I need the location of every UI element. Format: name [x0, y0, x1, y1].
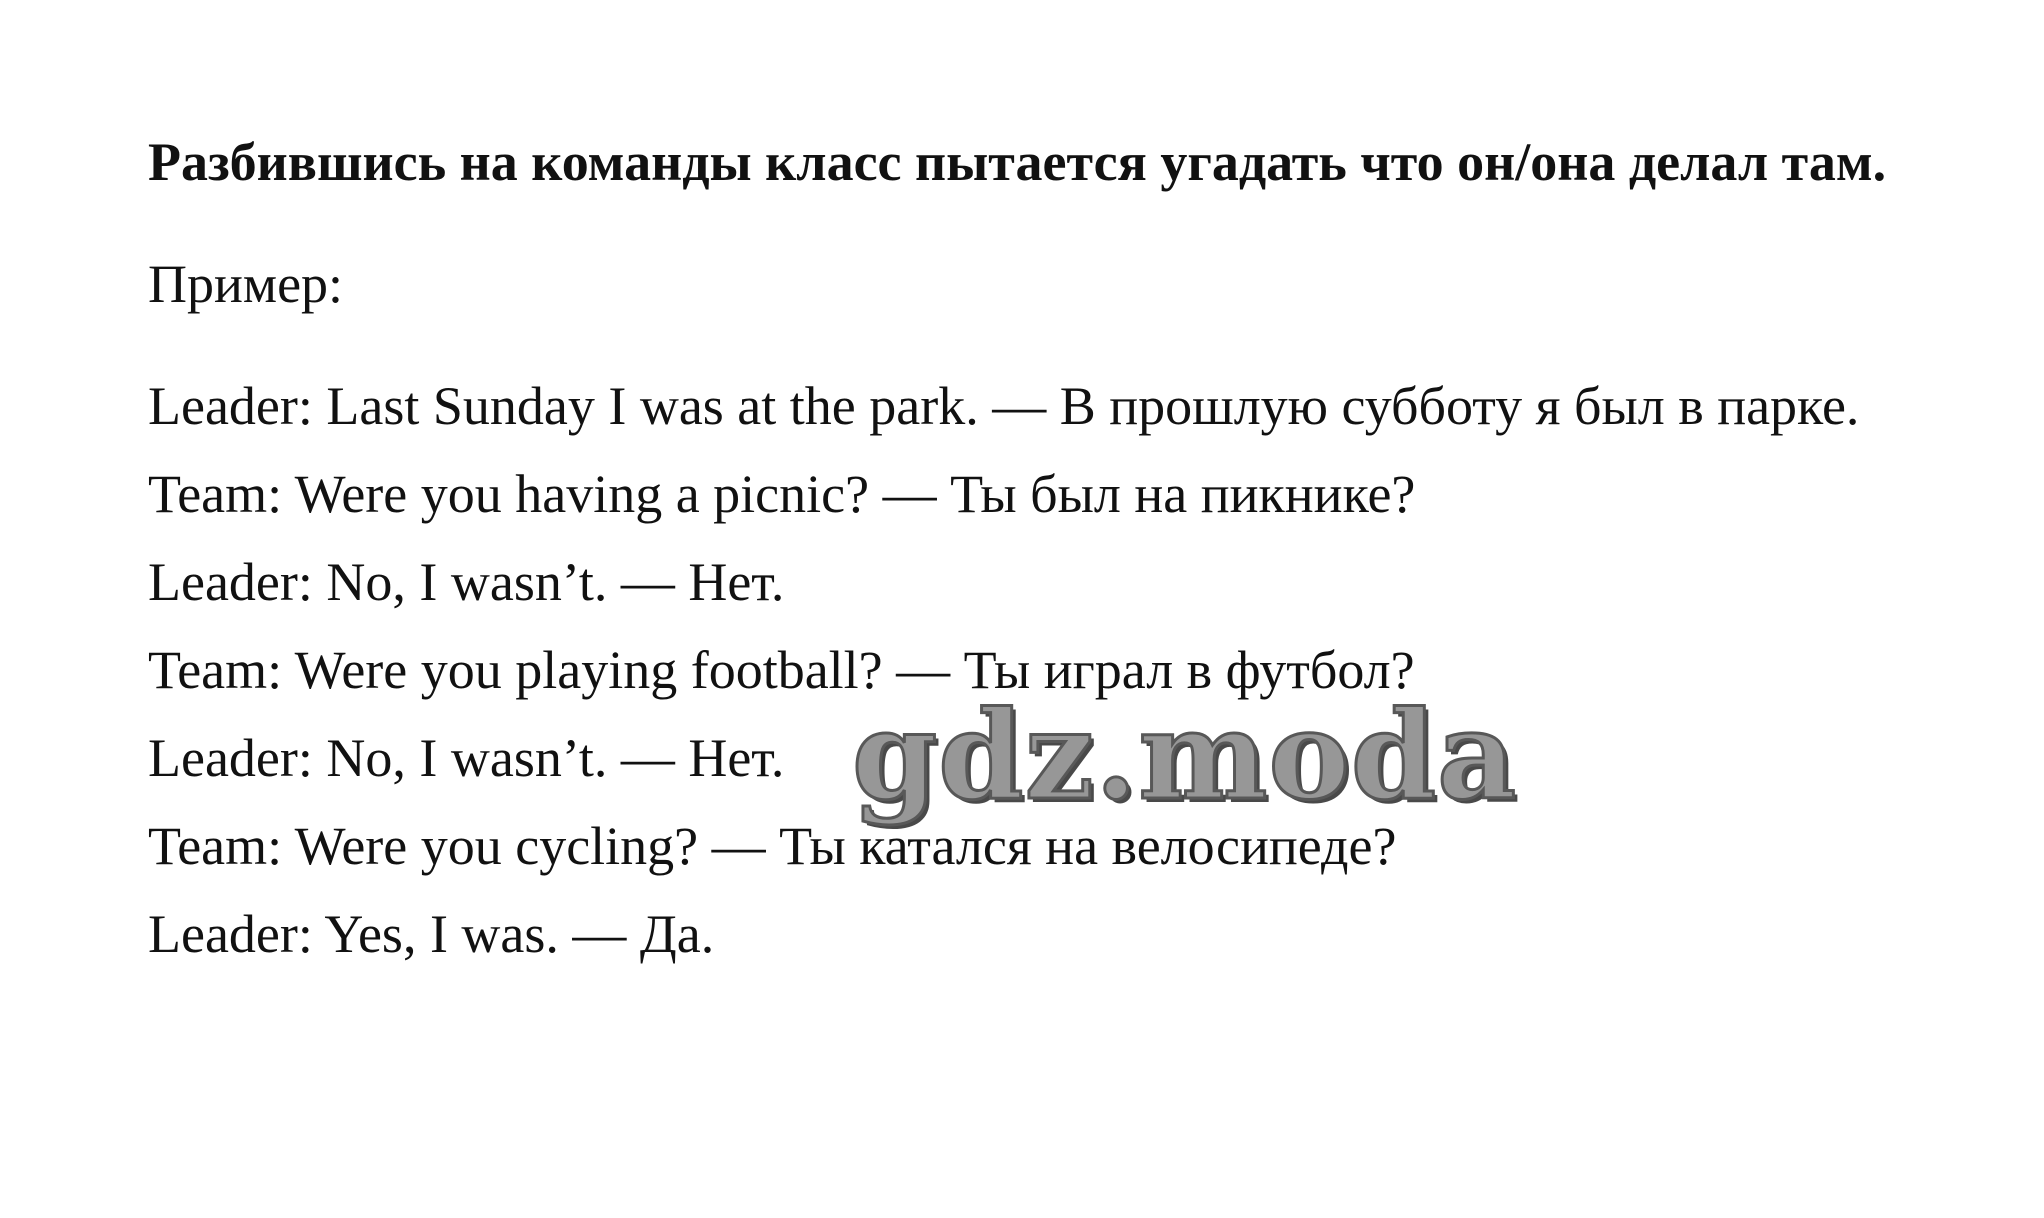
dialogue-list [148, 362, 1948, 978]
dialogue-line: Leader: No, I wasn’t. — Нет. [148, 728, 785, 788]
dialogue-line: Leader: No, I wasn’t. — Нет. [148, 552, 785, 612]
dialogue-line: Leader: Last Sunday I was at the park. — В прошлую субботу я был в парке. [148, 376, 1860, 436]
dialogue-line: Leader: Yes, I was. — Да. [148, 904, 715, 964]
dialogue-line: Team: Were you playing football? — Ты играл в футбол? [148, 640, 1415, 700]
watermark-logo: gdz.moda [852, 683, 1518, 827]
dialogue-line: Team: Were you having a picnic? — Ты был на пикнике? [148, 464, 1416, 524]
example-label: Пример: [148, 254, 344, 314]
dialogue-line: Team: Were you cycling? — Ты катался на велосипеде? [148, 816, 1397, 876]
task-heading: Разбившись на команды класс пытается угадать что он/она делал там. [148, 132, 1887, 192]
document-content [148, 118, 1948, 978]
